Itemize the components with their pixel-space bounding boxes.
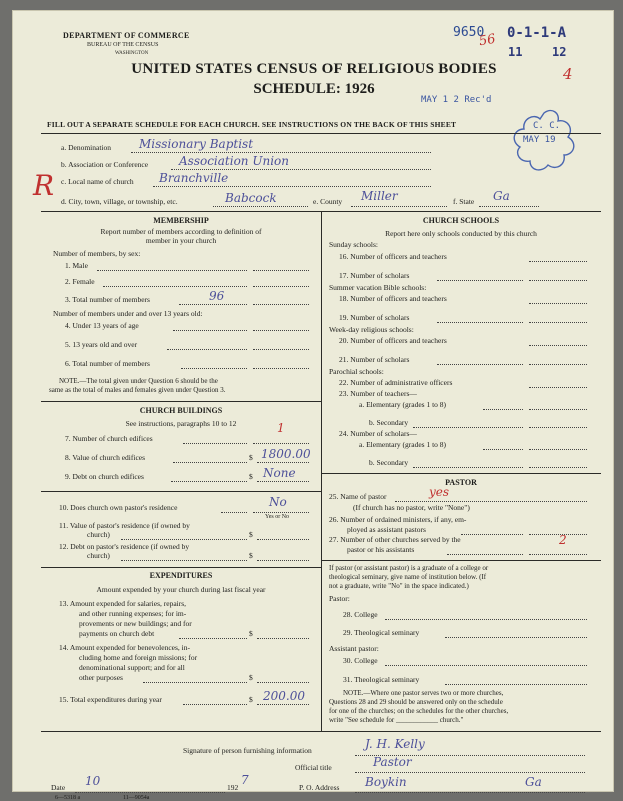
q9-leader [171,481,247,482]
association-label: b. Association or Conference [61,160,149,169]
q8-label: 8. Value of church edifices [65,453,146,462]
q27-leader [447,554,523,555]
q24a-label: a. Elementary (grades 1 to 8) [359,440,447,449]
q14-leader [143,682,247,683]
membership-note-2: same as the total of males and females given under Question 3. [49,386,226,394]
membership-heading: MEMBERSHIP [153,216,209,225]
year-written: 7 [241,773,249,787]
official-title-line [355,772,585,773]
q15-dollar: $ [249,695,253,704]
code-bottom-right: 12 [552,45,567,59]
q25-label: 25. Name of pastor [329,492,387,501]
q18-label: 18. Number of officers and teachers [339,294,447,303]
association-line [171,169,431,170]
q11-label-1: 11. Value of pastor's residence (if owned by [59,521,190,530]
expenditures-heading: EXPENDITURES [149,571,213,580]
city-label: d. City, town, village, or township, etc. [61,197,178,206]
q15-label: 15. Total expenditures during year [59,695,162,704]
received-stamp: MAY 1 2 Rec'd [421,95,492,105]
denomination-line [131,152,431,153]
association-value: Association Union [179,154,289,168]
po-address-line [355,792,585,793]
q17-label: 17. Number of scholars [339,271,410,280]
q31-answer-line [445,684,587,685]
red-r-mark: R [33,169,55,202]
q11-leader [121,539,247,540]
weekday-schools-label: Week-day religious schools: [329,325,414,334]
q2-leader [103,286,247,287]
q2-female-label: 2. Female [65,277,95,286]
q1-leader [97,270,247,271]
yes-no-hint: Yes or No [265,514,290,520]
q14-label-2: cluding home and foreign missions; for [79,653,198,662]
q31-label: 31. Theological seminary [343,675,420,684]
by-sex-label: Number of members, by sex: [53,249,141,258]
q28-label: 28. College [343,610,378,619]
q3-total-label: 3. Total number of members [65,295,150,304]
q7-value: 1 [277,421,285,435]
q23b-leader [413,427,523,428]
q8-value: 1800.00 [261,447,311,461]
buildings-subhead: See instructions, paragraphs 10 to 12 [125,419,237,428]
city-line [213,206,308,207]
q7-leader [183,443,247,444]
expenditures-subhead: Amount expended by your church during last fiscal year [96,585,266,594]
q6-answer-line [253,368,309,369]
q27-label-1: 27. Number of other churches served by the [329,535,461,544]
graduate-note-3: not a graduate, write "No" in the space indicated.) [329,582,469,590]
q15-answer-line [257,704,309,705]
q5-answer-line [253,349,309,350]
q12-label-1: 12. Debt on pastor's residence (if owned by [59,542,190,551]
state-line [479,206,539,207]
q15-leader [183,704,247,705]
q9-answer-line [257,481,309,482]
q28-answer-line [385,619,587,620]
q16-label: 16. Number of officers and teachers [339,252,447,261]
q23a-label: a. Elementary (grades 1 to 8) [359,400,447,409]
census-schedule-form [12,10,614,801]
q13-label-4: payments on church debt [79,629,155,638]
q6-leader [181,368,247,369]
q27-label-2: pastor or his assistants [347,545,415,554]
q18-answer-line [529,303,587,304]
county-label: e. County [313,197,343,206]
q9-label: 9. Debt on church edifices [65,472,144,481]
city-value: Babcock [225,191,277,205]
q10-answer-line [253,512,309,513]
q10-leader [221,512,247,513]
q19-answer-line [529,322,587,323]
official-title-label: Official title [295,763,332,772]
state-value: Ga [493,189,510,203]
q24b-label: b. Secondary [369,458,409,467]
q14-label-3: denominational support; and for all [79,663,185,672]
q1-answer-line [253,270,309,271]
q26-label-1: 26. Number of ordained ministers, if any, em- [329,515,467,524]
date-label: Date [51,783,66,792]
q25-note: (If church has no pastor, write "None") [353,503,470,512]
q23a-leader [483,409,523,410]
seal-bottom-text: MAY 19 [523,135,556,145]
q8-leader [173,462,247,463]
church-name-value: Branchville [159,171,229,185]
q13-label-2: and other running expenses; for im- [79,609,187,618]
print-number: 11—9054a [123,795,150,801]
po-address-label: P. O. Address [299,783,340,792]
q25-answer-line [395,501,587,502]
county-line [351,206,447,207]
q3-answer-line [253,304,309,305]
q3-value: 96 [209,289,225,303]
q22-label: 22. Number of administrative officers [339,378,453,387]
header-rule [41,133,601,134]
q3-leader [179,304,247,305]
q2-answer-line [253,286,309,287]
q11-answer-line [257,539,309,540]
q5-leader [167,349,247,350]
q11-label-2: church) [87,530,110,539]
q12-dollar: $ [249,551,253,560]
q23-label: 23. Number of teachers— [339,389,417,398]
q8-dollar: $ [249,453,253,462]
q12-leader [121,560,247,561]
membership-note-1: NOTE.—The total given under Question 6 should be the [59,377,218,385]
q9-dollar: $ [249,472,253,481]
stamp-number: 9650 [453,25,485,40]
signature-label: Signature of person furnishing information [183,746,312,755]
q27-value: 2 [559,533,567,547]
church-name-line [153,186,431,187]
q26-answer-line [529,534,587,535]
schools-bottom-rule [321,473,601,474]
pastor-sub-label: Pastor: [329,594,350,603]
q14-dollar: $ [249,673,253,682]
buildings-bottom-rule [41,567,321,568]
q24a-leader [483,449,523,450]
q4-answer-line [253,330,309,331]
membership-subhead-1: Report number of members according to definition of [100,227,262,236]
parochial-schools-label: Parochial schools: [329,367,384,376]
q19-label: 19. Number of scholars [339,313,410,322]
schedule-title: SCHEDULE: 1926 [253,81,375,97]
column-divider [321,211,322,731]
schools-subhead: Report here only schools conducted by this church [385,229,537,238]
q10-label: 10. Does church own pastor's residence [59,503,178,512]
denomination-value: Missionary Baptist [139,137,254,151]
under-over-label: Number of members under and over 13 years old: [53,309,203,318]
date-line [75,792,225,793]
seal-top-text: C. C. [533,121,561,131]
city-name: WASHINGTON [115,51,149,56]
year-printed: 192 [227,783,239,792]
red-four: 4 [563,65,573,83]
q21-label: 21. Number of scholars [339,355,410,364]
assistant-sub-label: Assistant pastor: [329,644,379,653]
pastor-note-3: for one of the churches; on the schedules for the other churches, [329,707,509,715]
summer-schools-label: Summer vacation Bible schools: [329,283,427,292]
q27-answer-line [529,554,587,555]
county-value: Miller [361,189,398,203]
q13-label-1: 13. Amount expended for salaries, repairs, [59,599,187,608]
q29-answer-line [445,637,587,638]
q8-answer-line [257,462,309,463]
q15-value: 200.00 [263,689,305,703]
q12-label-2: church) [87,551,110,560]
date-value: 10 [85,774,101,788]
po-address-state: Ga [525,775,542,789]
q13-label-3: provements or new buildings; and for [79,619,192,628]
q4-leader [173,330,247,331]
q14-label-4: other purposes [79,673,123,682]
q29-label: 29. Theological seminary [343,628,420,637]
instructions-line: FILL OUT A SEPARATE SCHEDULE FOR EACH CHURCH. SEE INSTRUCTIONS ON THE BACK OF THIS SHEET [47,120,457,129]
bureau-name: BUREAU OF THE CENSUS [87,42,159,48]
schools-heading: CHURCH SCHOOLS [422,216,500,225]
q16-answer-line [529,261,587,262]
q24a-answer-line [529,449,587,450]
q6-total-label: 6. Total number of members [65,359,150,368]
q20-label: 20. Number of officers and teachers [339,336,447,345]
membership-subhead-2: member in your church [145,236,217,245]
pastor-note-1: NOTE.—Where one pastor serves two or more churches, [343,689,504,697]
official-title-value: Pastor [373,755,412,769]
denomination-label: a. Denomination [61,143,111,152]
code-top: 0-1-1-A [507,25,567,41]
q14-label-1: 14. Amount expended for benevolences, in- [59,643,191,652]
q24-label: 24. Number of scholars— [339,429,417,438]
q7-label: 7. Number of church edifices [65,434,153,443]
q23b-label: b. Secondary [369,418,409,427]
q12-answer-line [257,560,309,561]
form-number: 6—5318 a [55,795,81,801]
q19-leader [437,322,523,323]
state-label: f. State [453,197,475,206]
q25-value: yes [429,485,450,499]
po-address-value: Boykin [365,775,407,789]
graduate-note-2: theological seminary, give name of institution below. (If [329,573,487,581]
q22-answer-line [529,387,587,388]
q30-answer-line [385,665,587,666]
q30-label: 30. College [343,656,378,665]
q23a-answer-line [529,409,587,410]
buildings-heading: CHURCH BUILDINGS [139,406,223,415]
pastor-note-2: Questions 28 and 29 should be answered only on the schedule [329,698,503,706]
q21-answer-line [529,364,587,365]
q4-under-label: 4. Under 13 years of age [65,321,139,330]
q9-value: None [263,466,296,480]
pastor-mid-rule [321,560,601,561]
red-number: 56 [477,31,497,50]
membership-bottom-rule [41,401,321,402]
q10-value: No [269,495,287,509]
q13-answer-line [257,638,309,639]
department-name: DEPARTMENT OF COMMERCE [63,31,190,40]
q5-over-label: 5. 13 years old and over [65,340,138,349]
q1-male-label: 1. Male [65,261,88,270]
q17-answer-line [529,280,587,281]
code-bottom-left: 11 [508,45,523,59]
signature-value: J. H. Kelly [365,737,425,751]
q7-answer-line [253,443,309,444]
q20-answer-line [529,345,587,346]
q24b-answer-line [529,467,587,468]
q14-answer-line [257,682,309,683]
q13-leader [179,638,247,639]
buildings-mid-rule [41,491,321,492]
sunday-schools-label: Sunday schools: [329,240,378,249]
q11-dollar: $ [249,530,253,539]
q17-leader [437,280,523,281]
graduate-note-1: If pastor (or assistant pastor) is a graduate of a college or [329,564,489,572]
q21-leader [437,364,523,365]
form-title: UNITED STATES CENSUS OF RELIGIOUS BODIES [131,61,497,77]
pastor-heading: PASTOR [445,478,477,487]
table-bottom-rule [41,731,601,732]
q13-dollar: $ [249,629,253,638]
q23b-answer-line [529,427,587,428]
church-name-label: c. Local name of church [61,177,134,186]
q26-leader [461,534,523,535]
q24b-leader [413,467,523,468]
pastor-note-4: write "See schedule for ____________ church." [329,716,464,724]
q26-label-2: ployed as assistant pastors [347,525,426,534]
